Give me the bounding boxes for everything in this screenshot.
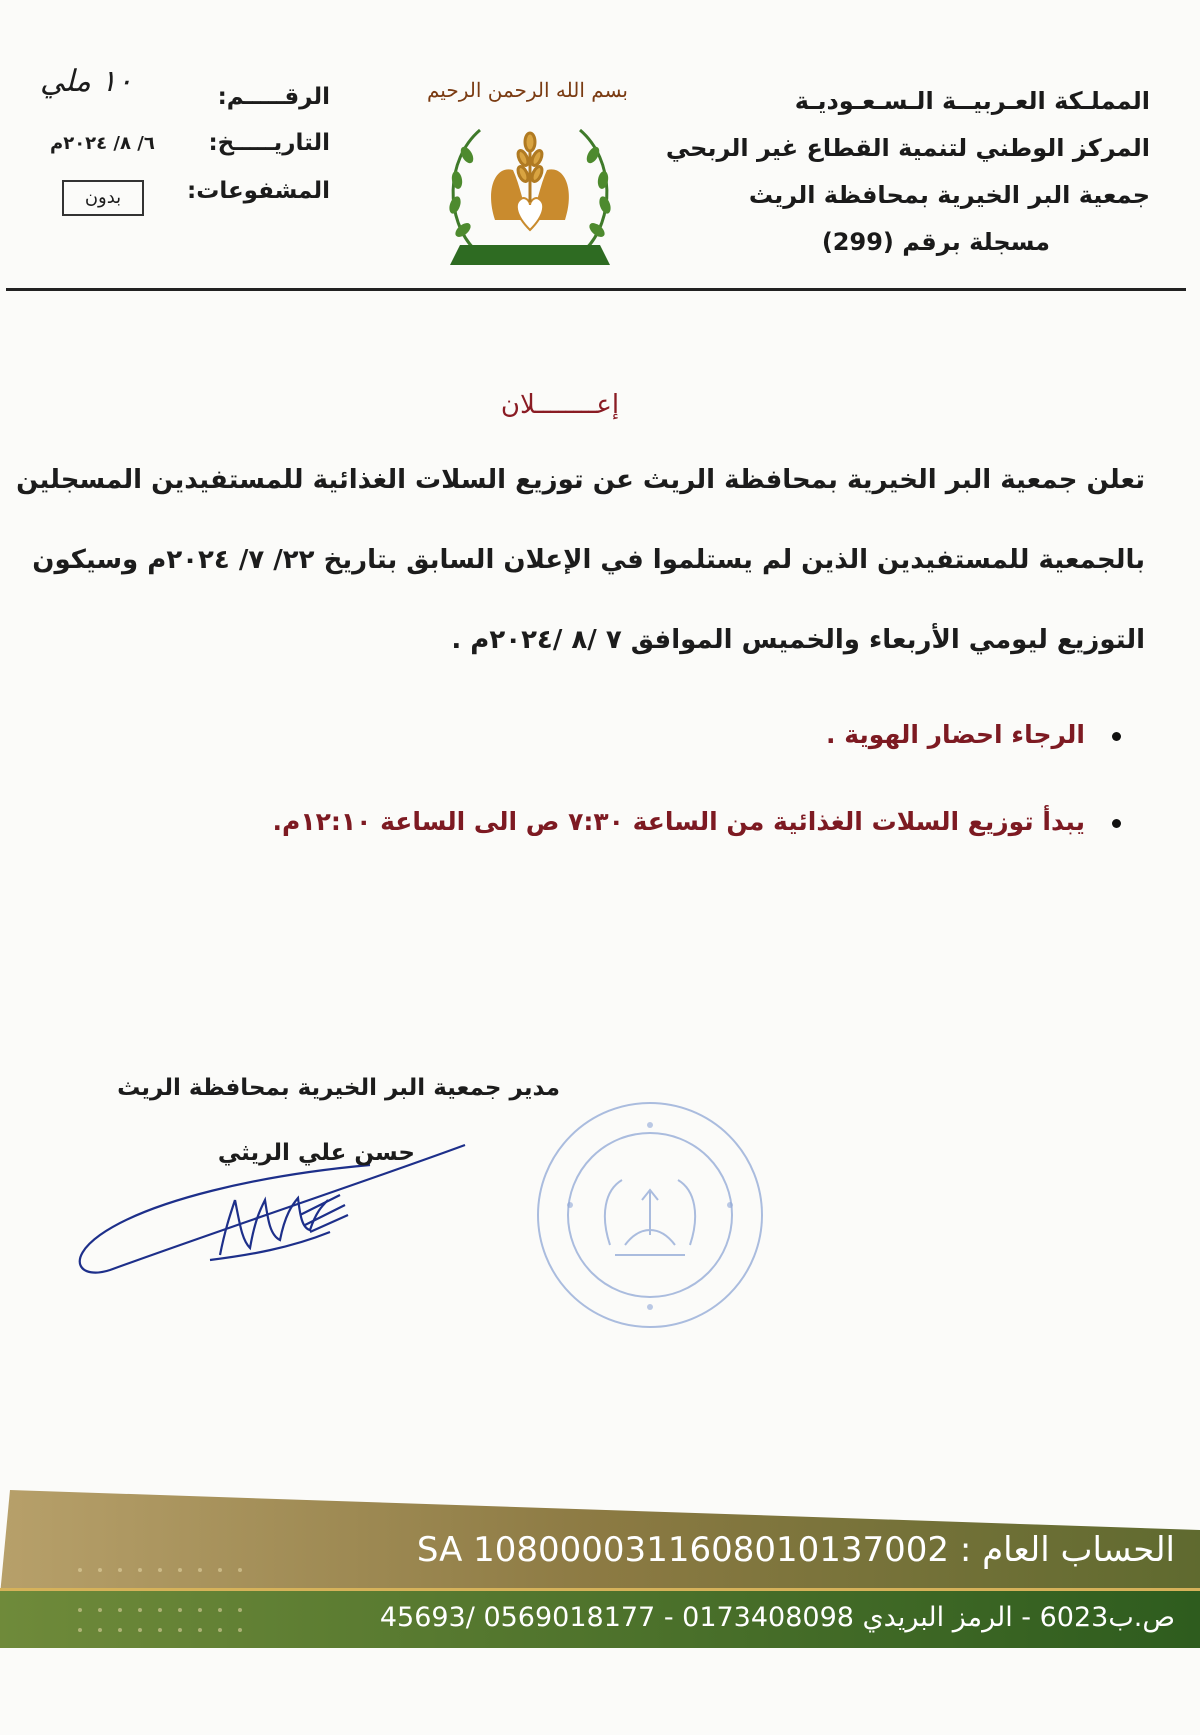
basmala: بسم الله الرحمن الرحيم: [426, 78, 628, 102]
account-iban: SA 1080000311608010137002: [416, 1530, 950, 1570]
announcement-title: إعــــــــلان: [500, 390, 620, 420]
number-value: ١٠ ملي: [40, 64, 133, 99]
date-label: التاريـــــخ:: [208, 130, 330, 156]
bullet-item: [185, 720, 1085, 749]
header-divider: [6, 288, 1186, 291]
po-box: ص.ب6023: [1039, 1602, 1175, 1633]
org-country: المملـكة العـربيــة الـسـعـوديـة: [794, 87, 1150, 115]
bullet-item: [185, 807, 1085, 836]
account-label: الحساب العام :: [959, 1530, 1175, 1570]
org-name: جمعية البر الخيرية بمحافظة الريث: [748, 181, 1150, 209]
account-line: [417, 1530, 1175, 1570]
bullet-text: يبدأ توزيع السلات الغذائية من الساعة ٧:٣٠ ص الى الساعة ١٢:١٠م.: [272, 807, 1085, 836]
organization-header: [630, 78, 1150, 266]
reference-meta: [40, 64, 330, 228]
footer-band: [0, 1490, 1200, 1660]
body-line: بالجمعية للمستفيدين الذين لم يستلموا في الإعلان السابق بتاريخ ٢٢/ ٧/ ٢٠٢٤م وسيكون: [32, 545, 1145, 575]
signatory-title: مدير جمعية البر الخيرية بمحافظة الريث: [117, 1075, 560, 1101]
postal-code: 45693: [379, 1602, 466, 1633]
attachments-label: المشفوعات:: [187, 178, 330, 204]
bullet-text: الرجاء احضار الهوية .: [826, 720, 1085, 749]
announcement-bullets: [185, 720, 1085, 836]
date-value: ٦/ ٨/ ٢٠٢٤م: [50, 133, 155, 154]
org-registration: مسجلة برقم (299): [821, 228, 1050, 256]
phone-numbers: 0569018177 - 0173408098: [483, 1602, 854, 1633]
postal-label: - الرمز البريدي: [862, 1602, 1032, 1633]
bullet-dot-icon: [1112, 732, 1121, 741]
body-line: تعلن جمعية البر الخيرية بمحافظة الريث عن توزيع السلات الغذائية للمستفيدين المسجلين: [16, 465, 1145, 495]
contact-line: ص.ب6023 - الرمز البريدي 45693/ 0569018177 - 0173408098: [379, 1602, 1175, 1633]
signatory-name: حسن علي الريثي: [217, 1140, 415, 1166]
attachments-value: بدون: [62, 180, 144, 216]
bullet-dot-icon: [1112, 819, 1121, 828]
wheat-logo-icon: [435, 110, 625, 280]
org-center: المركز الوطني لتنمية القطاع غير الربحي: [665, 134, 1150, 162]
announcement-body: [16, 440, 1145, 680]
number-label: الرقـــــم:: [217, 84, 330, 110]
body-line: التوزيع ليومي الأربعاء والخميس الموافق ٧ /٨ /٢٠٢٤م .: [451, 625, 1145, 655]
official-stamp: [530, 1095, 770, 1335]
